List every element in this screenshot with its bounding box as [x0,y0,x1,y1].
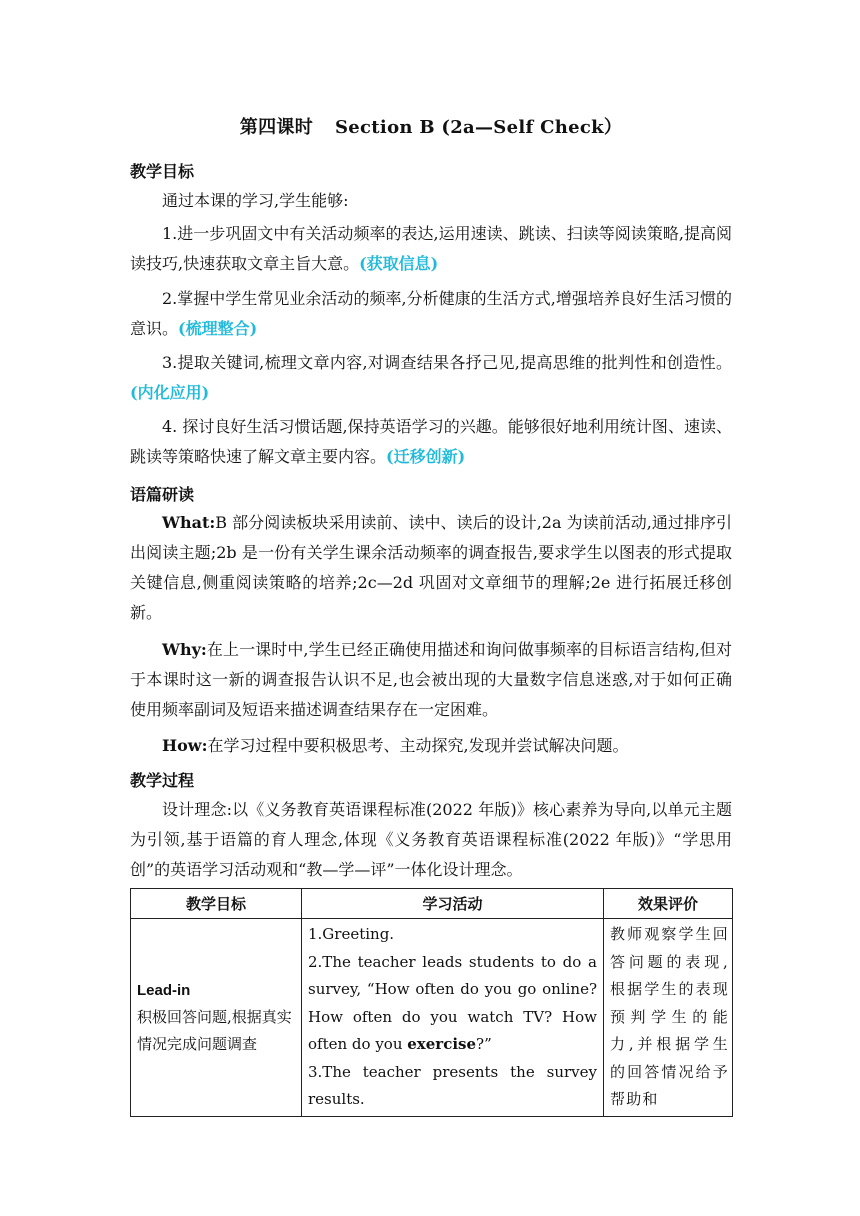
objective-item-1: 1.进一步巩固文中有关活动频率的表达,运用速读、跳读、扫读等阅读策略,提高阅读技巧,快速获取文章主旨大意。(获取信息) [130,224,732,273]
activity-cell [302,919,604,1117]
objective-item-2: 2.掌握中学生常见业余活动的频率,分析健康的生活方式,增强培养良好生活习惯的意识。(梳理整合) [130,289,732,338]
activity-item: 3.The teacher presents the survey results. [308,1062,597,1108]
header-activity: 学习活动 [302,889,604,919]
objectives-heading: 教学目标 [130,162,195,181]
process-concept: 设计理念:以《义务教育英语课程标准(2022 年版)》核心素养为导向,以单元主题为引领,基于语篇的育人理念,体现《义务教育英语课程标准(2022 年版)》“学思用创”的英语学习活动观和“教—学—评”一体化设计理念。 [130,800,732,879]
analysis-why: Why:在上一课时中,学生已经正确使用描述和询问做事频率的目标语言结构,但对于本课时这一新的调查报告认识不足,也会被出现的大量数字信息迷惑,对于如何正确使用频率副词及短语来描述调查结果存在一定困难。 [130,640,732,719]
lesson-title-section: Section B (2a—Self Check） [335,117,623,138]
objectives-intro: 通过本课的学习,学生能够: [162,191,349,210]
lesson-title [130,113,732,139]
objective-tag: (内化应用) [130,383,210,402]
header-goal: 教学目标 [131,889,302,919]
process-heading: 教学过程 [130,771,195,790]
goal-cell [131,919,302,1117]
analysis-what: What:B 部分阅读板块采用读前、读中、读后的设计,2a 为读前活动,通过排序引出阅读主题;2b 是一份有关学生课余活动频率的调查报告,要求学生以图表的形式提取关键信息,侧重阅读策略的培养;2c—2d 巩固对文章细节的理解;2e 进行拓展迁移创新。 [130,513,732,622]
lesson-plan-table [130,888,733,1117]
lesson-title-number: 第四课时 [239,117,313,138]
objective-tag: (迁移创新) [386,447,466,466]
objective-item-3: 3.提取关键词,梳理文章内容,对调查结果各抒己见,提高思维的批判性和创造性。(内化应用) [130,353,732,402]
activity-item: 1.Greeting. [308,925,395,943]
activity-item: 2.The teacher leads students to do a survey, “How often do you go online? How often do you watch TV? How often do you exercise?” [308,952,597,1053]
objective-item-4: 4. 探讨良好生活习惯话题,保持英语学习的兴趣。能够很好地利用统计图、速读、跳读等策略快速了解文章主要内容。(迁移创新) [130,417,732,466]
evaluation-cell: 教师观察学生回答问题的表现,根据学生的表现预判学生的能力,并根据学生的回答情况给予帮助和 [604,919,733,1117]
objective-tag: (梳理整合) [178,319,258,338]
analysis-heading: 语篇研读 [130,485,195,504]
goal-title: Lead-in [137,981,191,999]
table-row [131,919,733,1117]
table-header-row [131,889,733,919]
header-evaluation: 效果评价 [604,889,733,919]
objective-tag: (获取信息) [359,254,439,273]
analysis-how: How:在学习过程中要积极思考、主动探究,发现并尝试解决问题。 [162,736,629,755]
goal-text: 积极回答问题,根据真实情况完成问题调查 [137,1007,292,1053]
